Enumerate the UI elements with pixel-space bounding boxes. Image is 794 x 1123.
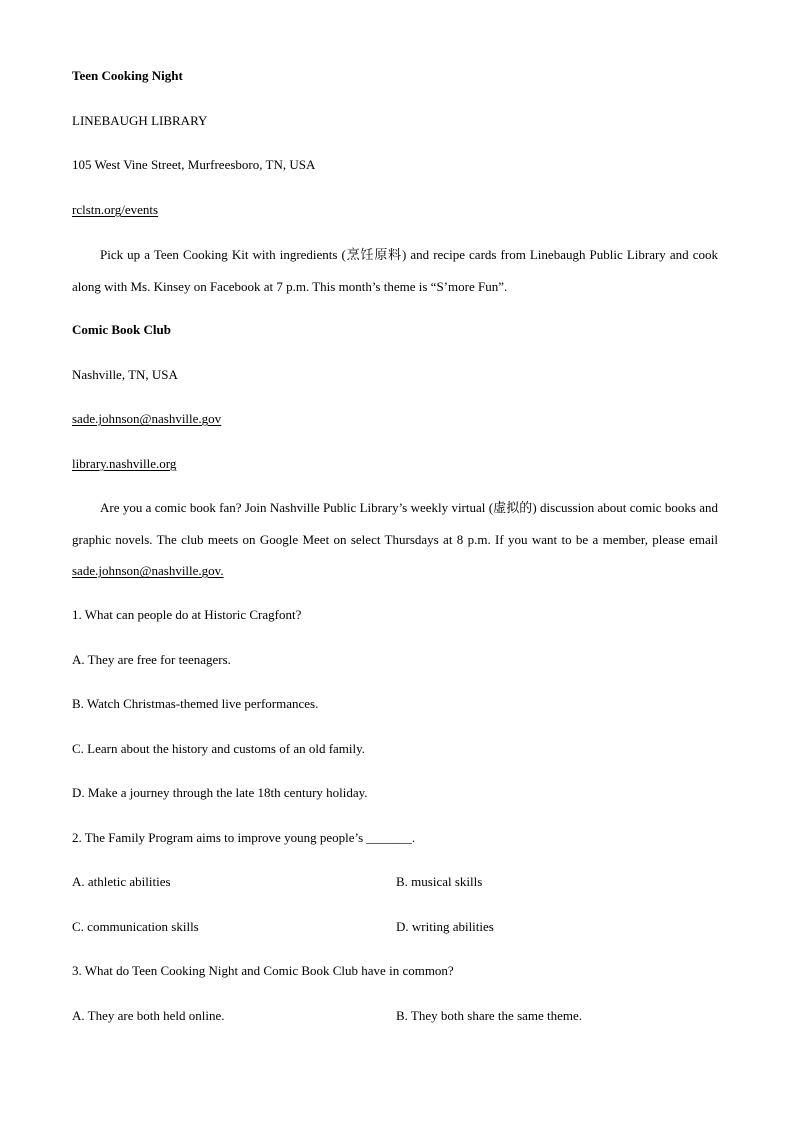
teen-cooking-venue: LINEBAUGH LIBRARY [72, 113, 208, 128]
question-2-row-1 [72, 874, 722, 890]
question-2-option-b: B. musical skills [396, 874, 483, 889]
question-1-option-d: D. Make a journey through the late 18th century holiday. [72, 785, 368, 800]
teen-cooking-description: Pick up a Teen Cooking Kit with ingredients (烹饪原料) and recipe cards from Linebaugh Public Library and cook along with Ms. Kinsey on Facebook at 7 p.m. This month’s theme is “S’more Fun”. [72, 247, 718, 294]
question-2-stem: 2. The Family Program aims to improve young people’s _______. [72, 830, 416, 845]
comic-club-title: Comic Book Club [72, 322, 171, 337]
question-3-option-a: A. They are both held online. [72, 1008, 225, 1023]
question-3-row-1 [72, 1008, 722, 1024]
question-2-option-c: C. communication skills [72, 919, 199, 934]
comic-club-email-link[interactable]: sade.johnson@nashville.gov [72, 411, 222, 426]
question-2-option-d: D. writing abilities [396, 919, 494, 934]
question-1-stem: 1. What can people do at Historic Cragfont? [72, 607, 302, 622]
comic-club-location: Nashville, TN, USA [72, 367, 178, 382]
comic-club-description-email-link[interactable]: sade.johnson@nashville.gov. [72, 563, 224, 578]
question-2-row-2 [72, 919, 722, 935]
teen-cooking-title: Teen Cooking Night [72, 68, 183, 83]
teen-cooking-website-link[interactable]: rclstn.org/events [72, 202, 159, 217]
question-1-option-a: A. They are free for teenagers. [72, 652, 231, 667]
comic-club-description-text: Are you a comic book fan? Join Nashville Public Library’s weekly virtual (虚拟的) discussion about comic books and graphic novels. The club meets on Google Meet on select Thursdays at 8 p.m. If you want to be a member, please email [72, 500, 718, 547]
comic-club-description [72, 492, 718, 587]
question-3-option-b: B. They both share the same theme. [396, 1008, 583, 1023]
question-2-option-a: A. athletic abilities [72, 874, 171, 889]
teen-cooking-address: 105 West Vine Street, Murfreesboro, TN, USA [72, 157, 316, 172]
question-3-stem: 3. What do Teen Cooking Night and Comic Book Club have in common? [72, 963, 454, 978]
question-1-option-c: C. Learn about the history and customs of an old family. [72, 741, 366, 756]
question-1-option-b: B. Watch Christmas-themed live performances. [72, 696, 319, 711]
comic-club-website-link[interactable]: library.nashville.org [72, 456, 177, 471]
